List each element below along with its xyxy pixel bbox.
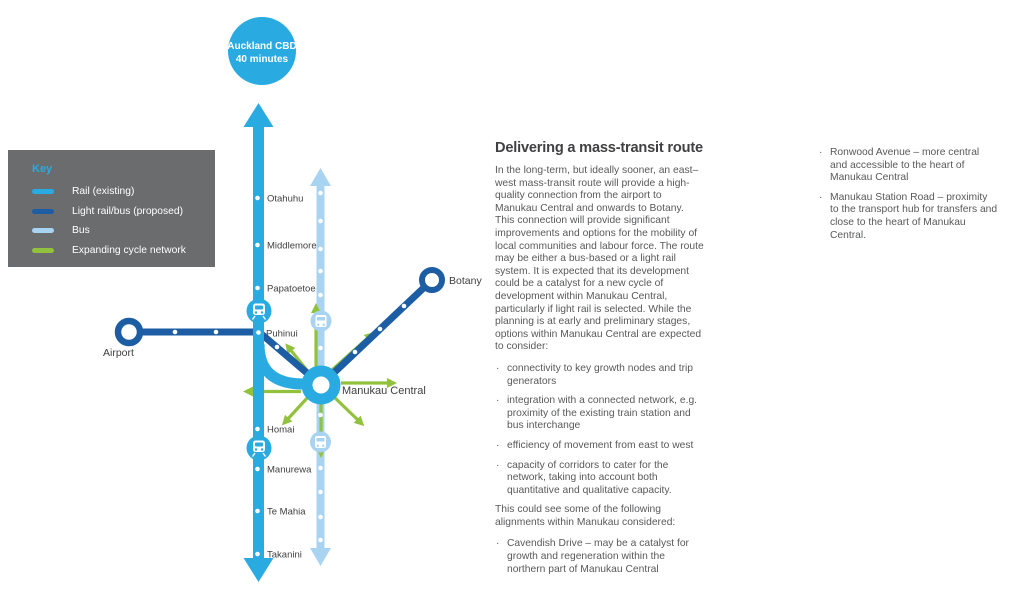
botany-label: Botany: [449, 275, 482, 287]
list-item: · Cavendish Drive – may be a catalyst for growth and regeneration within the northern part of Manukau Central: [495, 538, 705, 576]
legend-item-label: Rail (existing): [72, 186, 135, 198]
cbd-badge-line1: Auckland CBD: [227, 41, 297, 52]
alignments-intro: This could see some of the following alignments within Manukau considered:: [495, 504, 676, 528]
article-column: [495, 140, 705, 583]
legend: [8, 150, 215, 267]
sidebar-alignments-list: [818, 147, 998, 242]
station-label-manurewa: Manurewa: [267, 464, 312, 476]
airport-label: Airport: [103, 347, 134, 359]
cbd-badge: [227, 17, 296, 85]
station-label-takanini: Takanini: [267, 549, 302, 561]
legend-item-label: Bus: [72, 225, 90, 237]
list-item: · Ronwood Avenue – more central and accessible to the heart of Manukau Central: [818, 147, 998, 185]
legend-item-bus: [32, 221, 215, 241]
legend-item-label: Expanding cycle network: [72, 244, 186, 256]
legend-item-light-rail: [32, 202, 215, 222]
article-intro: In the long-term, but ideally sooner, an east–west mass-transit route will provide a high-quality connection from the airport to Manukau Central and onwards to Botany. This connection will provide significant improvements and options for the mobility of local communities and labour force. The route may be either a bus-based or a light rail system. It is expected that its development could be a catalyst for a new cycle of development within Manukau Central, particularly if light rail is selected. While the planning is at early and preliminary stages, options within Manukau Central are expected to consider:: [495, 165, 704, 353]
manukau-hub-ring: [307, 371, 335, 399]
sidebar-column: [818, 147, 998, 249]
train-icon: [247, 436, 272, 461]
bus-swatch: [32, 228, 54, 233]
cycle-swatch: [32, 248, 54, 253]
train-icon: [247, 299, 272, 324]
bus-icon: [310, 432, 331, 453]
station-label-puhinui: Puhinui: [266, 328, 298, 340]
bus-icon: [311, 311, 332, 332]
legend-item-label: Light rail/bus (proposed): [72, 205, 184, 217]
list-item: · Manukau Station Road – proximity to the transport hub for transfers and close to the heart of Manukau Central.: [818, 192, 998, 242]
alignments-list: [495, 538, 705, 576]
considerations-list: [495, 363, 705, 497]
station-label-papatoetoe: Papatoetoe: [267, 283, 316, 295]
station-label-te-mahia: Te Mahia: [267, 506, 306, 518]
list-item: · integration with a connected network, e.g. proximity of the existing train station and bus interchange: [495, 395, 705, 433]
rail-swatch: [32, 189, 54, 194]
list-item: · capacity of corridors to cater for the network, taking into account both quantitative and qualitative capacity.: [495, 460, 705, 498]
legend-title: Key: [32, 163, 53, 175]
legend-item-cycle: [32, 241, 215, 261]
airport-ring: [118, 321, 140, 343]
legend-item-rail: [32, 182, 215, 202]
article-heading: Delivering a mass-transit route: [495, 140, 703, 156]
botany-ring: [422, 270, 442, 290]
list-item: · connectivity to key growth nodes and trip generators: [495, 363, 705, 388]
cbd-badge-line2: 40 minutes: [235, 54, 289, 65]
station-label-otahuhu: Otahuhu: [267, 193, 304, 205]
station-label-middlemore: Middlemore: [267, 240, 317, 252]
manukau-central-label: Manukau Central: [342, 385, 426, 397]
light-rail-swatch: [32, 209, 54, 214]
list-item: · efficiency of movement from east to west: [495, 440, 705, 453]
station-label-homai: Homai: [267, 424, 295, 436]
